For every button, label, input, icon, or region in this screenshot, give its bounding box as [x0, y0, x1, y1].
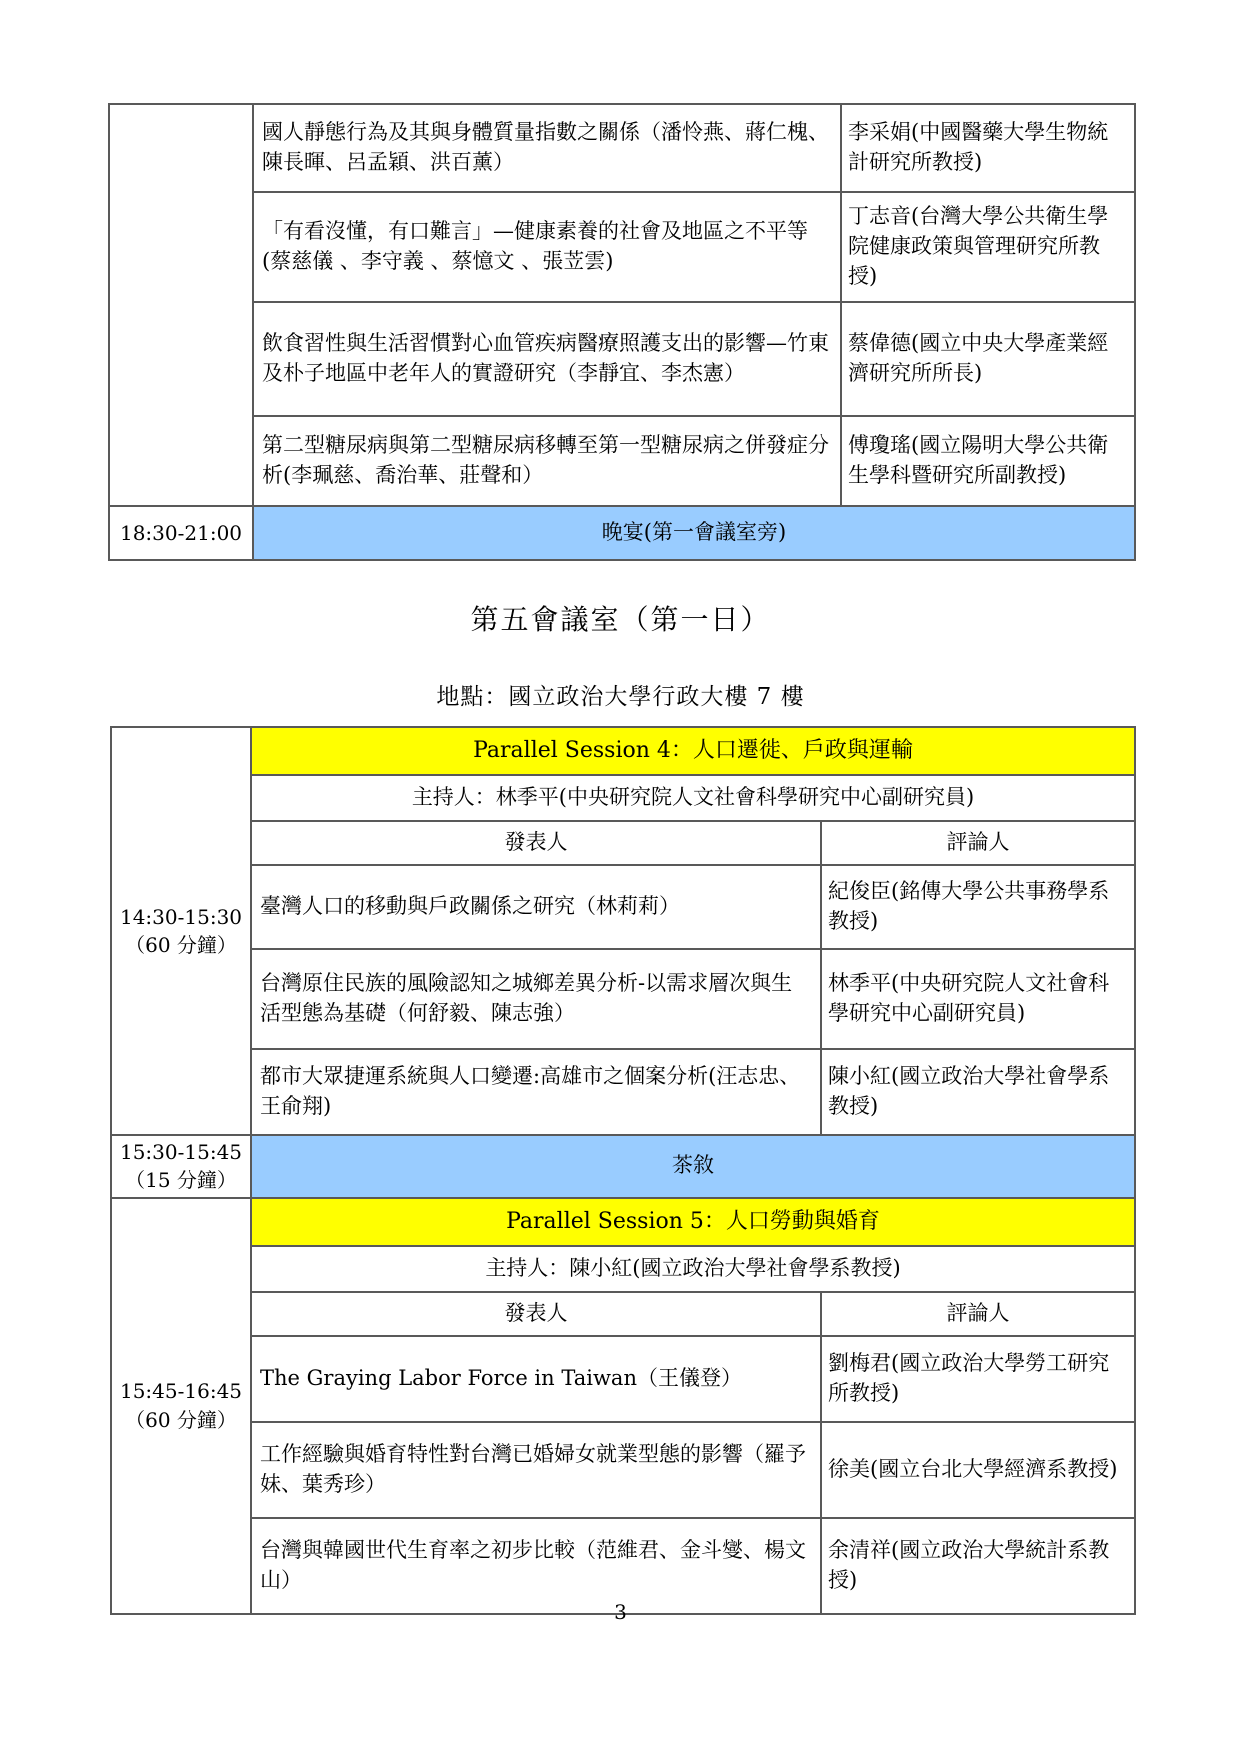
session5-title-cell: Parallel Session 5：人口勞動與婚育: [251, 1198, 1135, 1246]
session5-moderator-cell: 主持人：陳小紅(國立政治大學社會學系教授): [251, 1246, 1135, 1292]
session5-header-row: [111, 1198, 1135, 1246]
tea-break-duration: （15 分鐘）: [125, 1168, 237, 1193]
commentator-cell: 余清祥(國立政治大學統計系教授): [821, 1518, 1135, 1614]
table-row: [109, 192, 1135, 302]
banquet-row: [109, 506, 1135, 560]
presenter-header-cell: 發表人: [251, 821, 821, 865]
paper-title-cell: 台灣原住民族的風險認知之城鄉差異分析-以需求層次與生活型態為基礎（何舒毅、陳志強）: [251, 949, 821, 1049]
session5-moderator-row: [111, 1246, 1135, 1292]
table-row: [111, 1422, 1135, 1518]
paper-title-cell: The Graying Labor Force in Taiwan（王儀登）: [251, 1336, 821, 1422]
presenter-header-cell: 發表人: [251, 1292, 821, 1336]
commentator-header-cell: 評論人: [821, 821, 1135, 865]
commentator-cell: 陳小紅(國立政治大學社會學系教授): [821, 1049, 1135, 1135]
banquet-time-cell: 18:30-21:00: [109, 506, 253, 560]
session4-time-cell: [111, 727, 251, 1135]
table-row: [109, 302, 1135, 416]
session4-header-row: [111, 727, 1135, 775]
commentator-cell: 徐美(國立台北大學經濟系教授): [821, 1422, 1135, 1518]
paper-title-cell: 飲食習性與生活習慣對心血管疾病醫療照護支出的影響—竹東及朴子地區中老年人的實證研究（李靜宜、李杰憲）: [253, 302, 841, 416]
session4-title-cell: Parallel Session 4：人口遷徙、戶政與運輸: [251, 727, 1135, 775]
paper-title-cell: 工作經驗與婚育特性對台灣已婚婦女就業型態的影響（羅予妹、葉秀珍）: [251, 1422, 821, 1518]
commentator-header-cell: 評論人: [821, 1292, 1135, 1336]
table-row: [111, 949, 1135, 1049]
commentator-cell: 紀俊臣(銘傳大學公共事務學系教授): [821, 865, 1135, 949]
commentator-cell: 林季平(中央研究院人文社會科學研究中心副研究員): [821, 949, 1135, 1049]
table-row: [109, 416, 1135, 506]
commentator-cell: 李采娟(中國醫藥大學生物統計研究所教授): [841, 104, 1135, 192]
time-cell-empty: [109, 104, 253, 506]
session5-time: 15:45-16:45: [119, 1379, 243, 1404]
table-row: [111, 865, 1135, 949]
commentator-cell: 丁志音(台灣大學公共衛生學院健康政策與管理研究所教授): [841, 192, 1135, 302]
session4-moderator-cell: 主持人：林季平(中央研究院人文社會科學研究中心副研究員): [251, 775, 1135, 821]
paper-title-cell: 都市大眾捷運系統與人口變遷:高雄市之個案分析(汪志忠、王俞翔): [251, 1049, 821, 1135]
banquet-label-cell: 晚宴(第一會議室旁): [253, 506, 1135, 560]
commentator-cell: 傅瓊瑤(國立陽明大學公共衛生學科暨研究所副教授): [841, 416, 1135, 506]
commentator-cell: 劉梅君(國立政治大學勞工研究所教授): [821, 1336, 1135, 1422]
session4-duration: （60 分鐘）: [125, 933, 237, 957]
session4-time: 14:30-15:30: [119, 904, 243, 929]
tea-break-time: 15:30-15:45: [119, 1140, 243, 1164]
table-row: [109, 104, 1135, 192]
session5-time-cell: [111, 1198, 251, 1614]
section-title: 第五會議室（第一日）: [470, 603, 771, 636]
tea-break-time-cell: [111, 1135, 251, 1198]
table-row: [111, 1336, 1135, 1422]
paper-title-cell: 第二型糖尿病與第二型糖尿病移轉至第一型糖尿病之併發症分析(李珮慈、喬治華、莊聲和）: [253, 416, 841, 506]
schedule-table-room5: [110, 726, 1136, 1615]
paper-title-cell: 台灣與韓國世代生育率之初步比較（范維君、金斗燮、楊文山）: [251, 1518, 821, 1614]
schedule-table-continuation: [108, 103, 1136, 561]
tea-break-row: [111, 1135, 1135, 1198]
paper-title-cell: 「有看沒懂，有口難言」—健康素養的社會及地區之不平等(蔡慈儀 、李守義 、蔡憶文 、張苙雲): [253, 192, 841, 302]
paper-title-cell: 臺灣人口的移動與戶政關係之研究（林莉莉）: [251, 865, 821, 949]
session4-column-header-row: [111, 821, 1135, 865]
page-number: 3: [614, 1600, 627, 1624]
commentator-cell: 蔡偉德(國立中央大學產業經濟研究所所長): [841, 302, 1135, 416]
paper-title-cell: 國人靜態行為及其與身體質量指數之關係（潘怜燕、蔣仁槐、陳長暉、呂孟穎、洪百薰）: [253, 104, 841, 192]
section-location: 地點：國立政治大學行政大樓 7 樓: [436, 684, 805, 710]
table-row: [111, 1049, 1135, 1135]
session5-duration: （60 分鐘）: [125, 1407, 237, 1432]
session4-moderator-row: [111, 775, 1135, 821]
session5-column-header-row: [111, 1292, 1135, 1336]
tea-break-label-cell: 茶敘: [251, 1135, 1135, 1198]
